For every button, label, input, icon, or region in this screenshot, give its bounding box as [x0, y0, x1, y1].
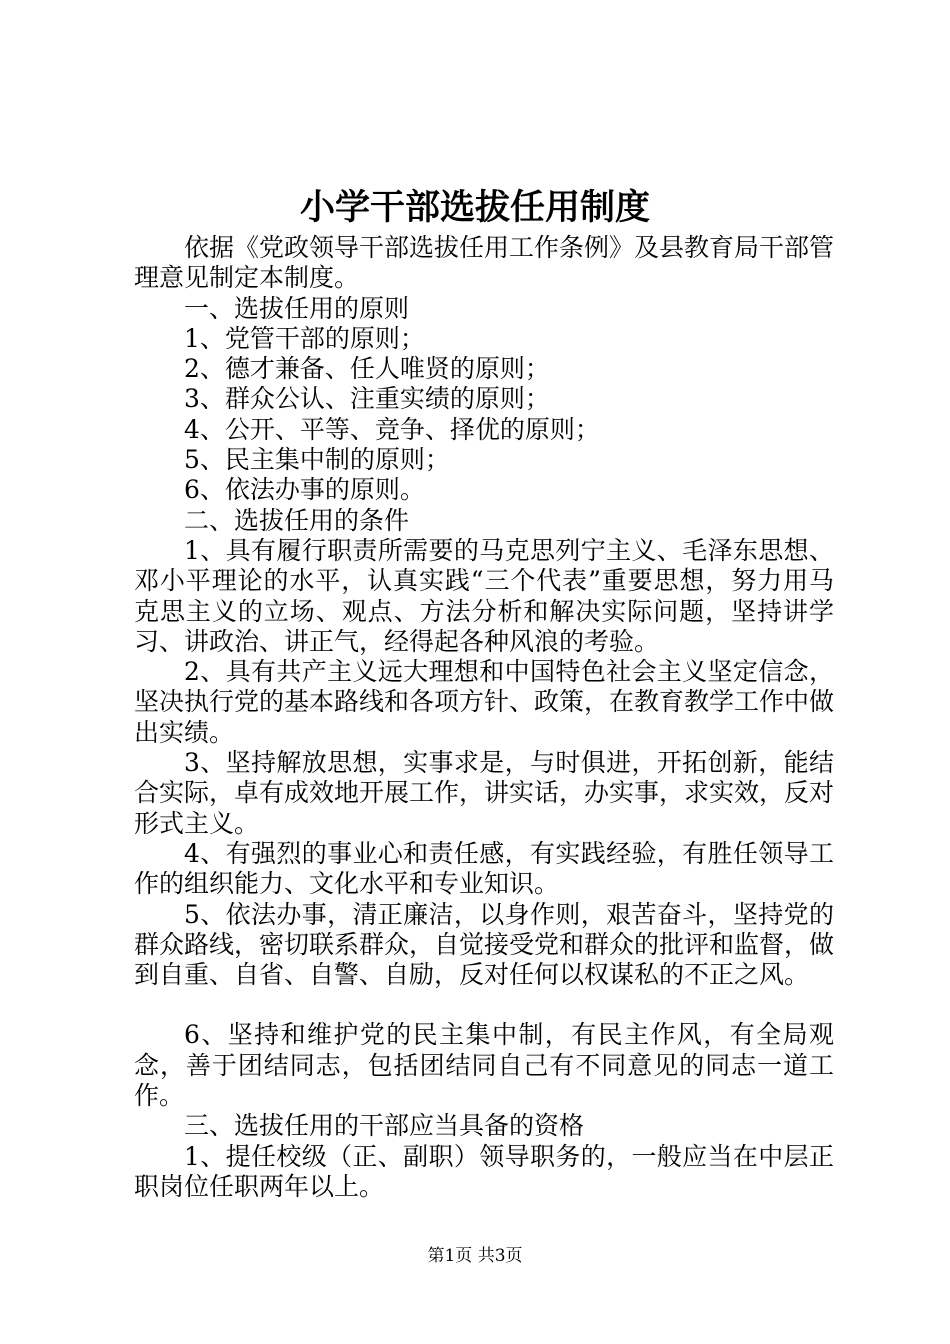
principle-item: 5、民主集中制的原则； — [184, 445, 450, 475]
document-body — [134, 233, 834, 1202]
condition-item: 4、有强烈的事业心和责任感，有实践经验，有胜任领导工作的组织能力、文化水平和专业知识。 — [134, 838, 834, 899]
page-number-footer: 第1页 共3页 — [427, 1246, 523, 1266]
principle-item: 4、公开、平等、竞争、择优的原则； — [184, 414, 600, 444]
document-title: 小学干部选拔任用制度 — [299, 187, 650, 228]
principle-item: 6、依法办事的原则。 — [184, 475, 425, 505]
section-heading-principles: 一、选拔任用的原则 — [184, 293, 410, 323]
principle-item: 1、党管干部的原则； — [184, 323, 425, 353]
principle-item: 3、群众公认、注重实绩的原则； — [184, 384, 550, 414]
condition-item: 3、坚持解放思想，实事求是，与时俱进，开拓创新，能结合实际，卓有成效地开展工作，讲实话，办实事，求实效，反对形式主义。 — [134, 748, 835, 838]
condition-item: 1、具有履行职责所需要的马克思列宁主义、毛泽东思想、邓小平理论的水平，认真实践“三个代表”重要思想，努力用马克思主义的立场、观点、方法分析和解决实际问题，坚持讲学习、讲政治、讲正气，经得起各种风浪的考验。 — [134, 535, 834, 656]
condition-item: 6、坚持和维护党的民主集中制，有民主作风，有全局观念，善于团结同志，包括团结同自己有不同意见的同志一道工作。 — [134, 1020, 834, 1111]
condition-item: 2、具有共产主义远大理想和中国特色社会主义坚定信念，坚决执行党的基本路线和各项方针、政策，在教育教学工作中做出实绩。 — [134, 657, 835, 747]
qualification-item: 1、提任校级（正、副职）领导职务的，一般应当在中层正职岗位任职两年以上。 — [134, 1141, 834, 1201]
paragraph-spacer — [134, 990, 834, 1020]
section-heading-conditions: 二、选拔任用的条件 — [184, 505, 410, 535]
intro-paragraph: 依据《党政领导干部选拔任用工作条例》及县教育局干部管理意见制定本制度。 — [134, 233, 835, 293]
principle-item: 2、德才兼备、任人唯贤的原则； — [184, 354, 550, 384]
section-heading-qualifications: 三、选拔任用的干部应当具备的资格 — [184, 1111, 585, 1141]
condition-item: 5、依法办事，清正廉洁，以身作则，艰苦奋斗，坚持党的群众路线，密切联系群众，自觉接受党和群众的批评和监督，做到自重、自省、自警、自励，反对任何以权谋私的不正之风。 — [134, 899, 835, 990]
